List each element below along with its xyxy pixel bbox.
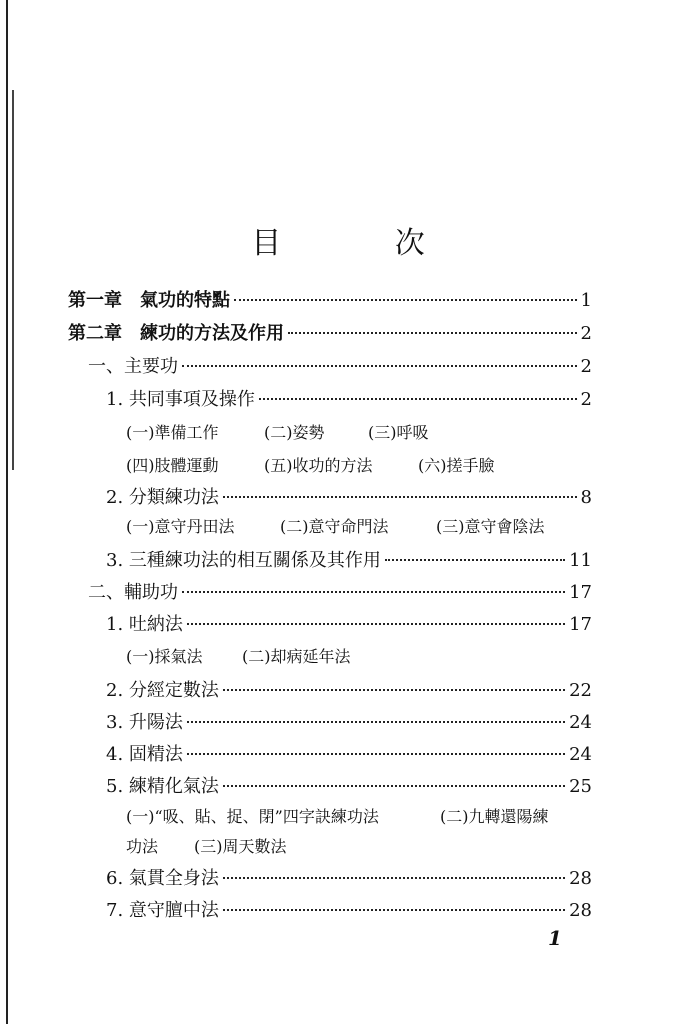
toc-page: 24 (569, 744, 592, 765)
toc-page: 17 (569, 614, 592, 635)
toc-entry (106, 385, 592, 411)
toc-label: 6. 氣貫全身法 (106, 868, 219, 889)
toc-page: 11 (569, 550, 592, 571)
toc-page: 22 (569, 680, 592, 701)
toc-label: 1. 共同事項及操作 (106, 389, 255, 410)
toc-entry (68, 286, 592, 312)
toc-label: 2. 分類練功法 (106, 487, 219, 508)
toc-entry (106, 676, 592, 702)
toc-subline (126, 804, 549, 827)
leader-dots (223, 689, 565, 691)
toc-page: 24 (569, 712, 592, 733)
toc-subitem: 功法 (126, 837, 159, 856)
toc-label: 3. 升陽法 (106, 712, 183, 733)
toc-subitem: (二)九轉還陽練 (440, 807, 549, 826)
toc-subline (126, 834, 287, 857)
leader-dots (234, 299, 577, 301)
toc-entry (106, 772, 592, 798)
toc-page: 25 (569, 776, 592, 797)
toc-label: 3. 三種練功法的相互關係及其作用 (106, 550, 381, 571)
toc-page: 2 (580, 323, 592, 344)
leader-dots (187, 623, 565, 625)
toc-subitem: (三)周天數法 (194, 837, 287, 856)
toc-subitem: (五)收功的方法 (264, 456, 373, 475)
toc-page: 8 (580, 487, 592, 508)
toc-entry (106, 740, 592, 766)
toc-subitem: (一)採氣法 (126, 647, 203, 666)
toc-subitem: (一)意守丹田法 (126, 517, 235, 536)
toc-subline (126, 453, 495, 476)
toc-subitem: (一)“吸、貼、捉、閉”四字訣練功法 (126, 807, 379, 826)
leader-dots (187, 753, 565, 755)
toc-subline (126, 644, 351, 667)
toc-entry (106, 546, 592, 572)
toc-label: 1. 吐納法 (106, 614, 183, 635)
toc-entry (106, 864, 592, 890)
toc-subitem: (三)意守會陰法 (436, 517, 545, 536)
toc-subitem: (二)却病延年法 (242, 647, 351, 666)
toc-label: 5. 練精化氣法 (106, 776, 219, 797)
page-title: 目 次 (251, 226, 477, 261)
toc-entry (106, 896, 592, 922)
toc-subitem: (二)姿勢 (264, 423, 325, 442)
page-edge-line (12, 90, 14, 470)
leader-dots (223, 909, 565, 911)
page-number: 1 (548, 926, 562, 950)
toc-label: 7. 意守膻中法 (106, 900, 219, 921)
toc-label: 第二章 練功的方法及作用 (68, 323, 284, 344)
leader-dots (182, 365, 577, 367)
toc-page: 2 (580, 356, 592, 377)
toc-label: 4. 固精法 (106, 744, 183, 765)
page-edge-line (6, 0, 8, 1024)
toc-page: 17 (569, 582, 592, 603)
toc-label: 第一章 氣功的特點 (68, 290, 230, 311)
toc-subline (126, 420, 429, 443)
leader-dots (288, 332, 577, 334)
leader-dots (259, 398, 577, 400)
leader-dots (182, 591, 565, 593)
leader-dots (223, 496, 577, 498)
toc-entry (106, 708, 592, 734)
toc-subitem: (三)呼吸 (368, 423, 429, 442)
toc-entry (88, 352, 592, 378)
toc-page: 28 (569, 900, 592, 921)
leader-dots (223, 877, 565, 879)
leader-dots (187, 721, 565, 723)
toc-entry (68, 319, 592, 345)
leader-dots (223, 785, 565, 787)
toc-entry (88, 578, 592, 604)
leader-dots (385, 559, 565, 561)
toc-page: 2 (580, 389, 592, 410)
toc-entry (106, 483, 592, 509)
toc-subitem: (六)搓手臉 (418, 456, 495, 475)
toc-subitem: (四)肢體運動 (126, 456, 219, 475)
toc-label: 一、主要功 (88, 356, 178, 377)
toc-subitem: (一)準備工作 (126, 423, 219, 442)
toc-page: 28 (569, 868, 592, 889)
toc-label: 二、輔助功 (88, 582, 178, 603)
toc-entry (106, 610, 592, 636)
toc-label: 2. 分經定數法 (106, 680, 219, 701)
toc-page: 1 (580, 290, 592, 311)
toc-subitem: (二)意守命門法 (280, 517, 389, 536)
toc-subline (126, 514, 545, 537)
